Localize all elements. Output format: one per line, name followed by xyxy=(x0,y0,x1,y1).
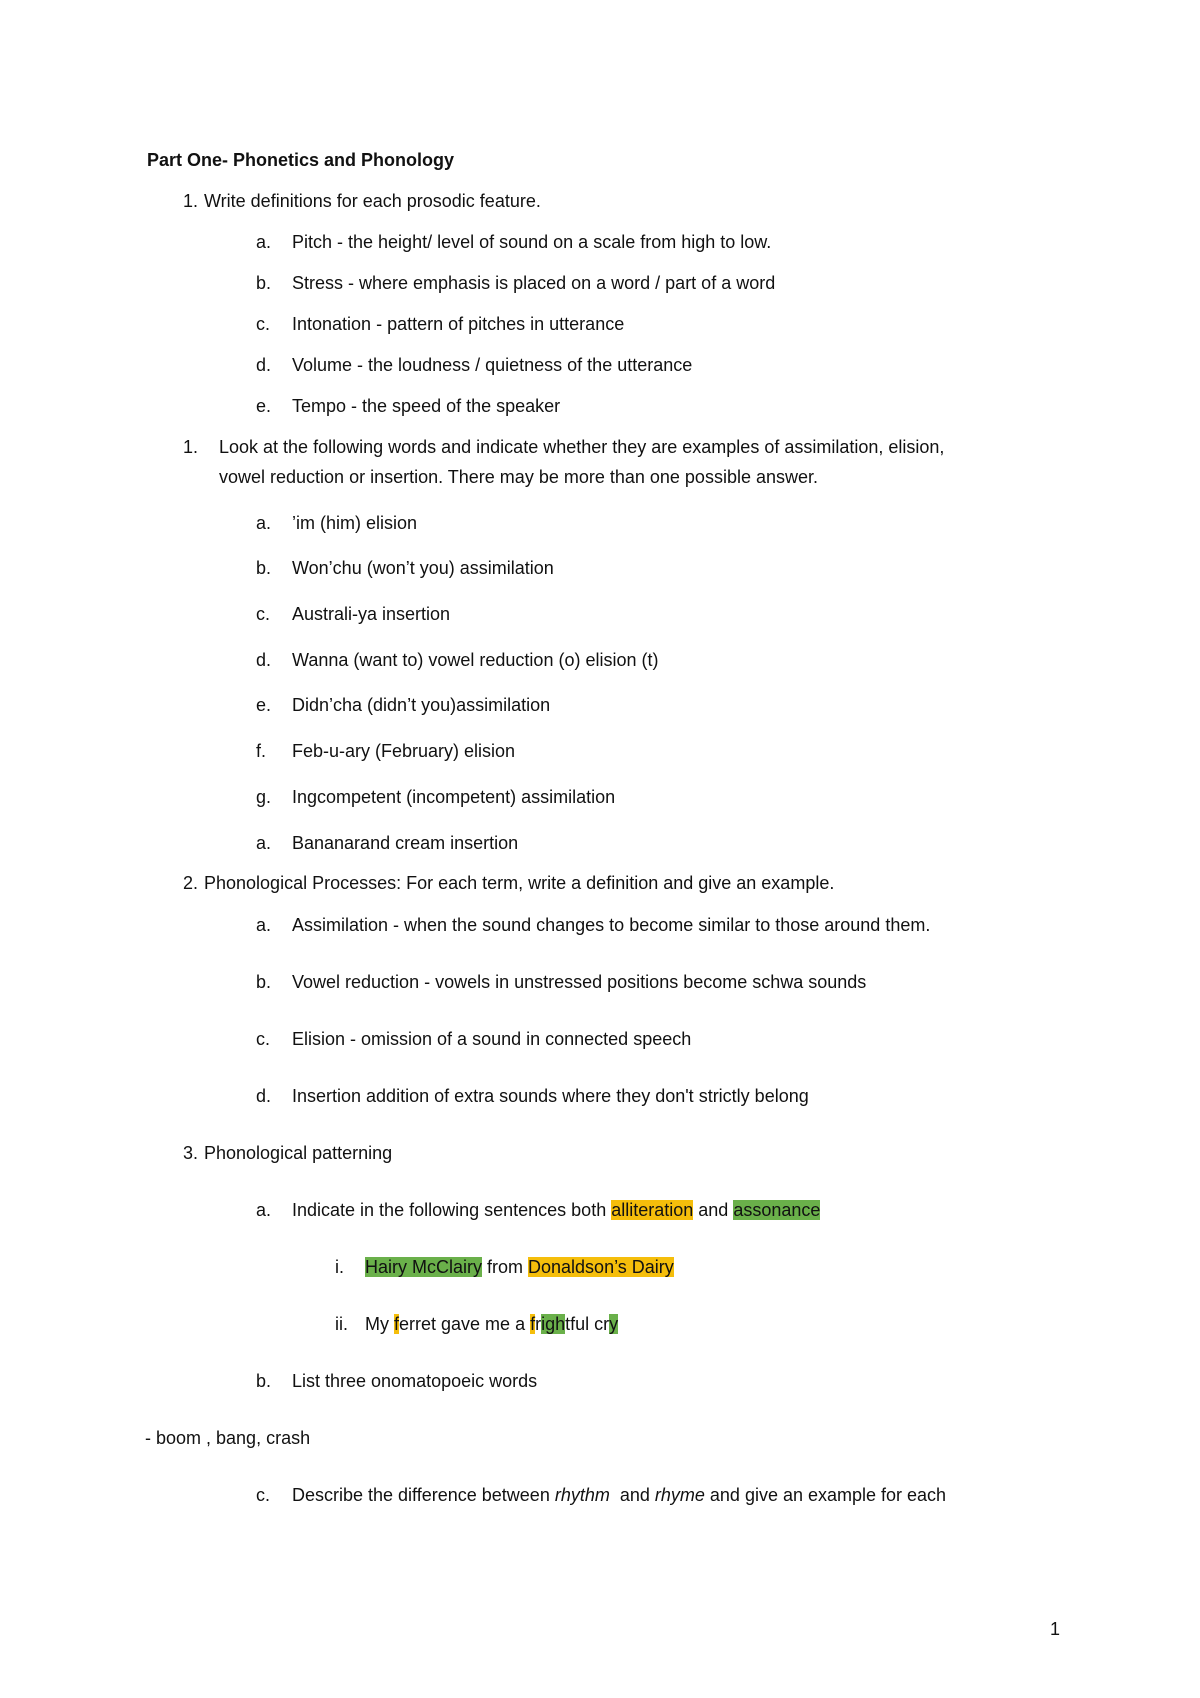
q1b-item-text: Bananarand cream insertion xyxy=(292,833,519,853)
q3c-line xyxy=(292,1483,946,1507)
page-title: Part One- Phonetics and Phonology xyxy=(147,150,455,170)
q3a-text: Indicate in the following sentences both xyxy=(292,1200,612,1220)
q1-item-text: Intonation - pattern of pitches in utterance xyxy=(292,314,625,334)
q1b-item-marker: c. xyxy=(256,604,271,624)
q3c-text: Describe the difference between xyxy=(292,1485,555,1505)
q1-item-marker: c. xyxy=(256,314,271,334)
q1b-item-text: Didn’cha (didn’t you)assimilation xyxy=(292,695,551,715)
q3-ii-text: My xyxy=(365,1314,394,1334)
q2-item-text: Insertion addition of extra sounds where they don't strictly belong xyxy=(292,1086,809,1106)
q1b-text-line1: Look at the following words and indicate whether they are examples of assimilation, elision, xyxy=(219,437,945,457)
q3c-marker: c. xyxy=(256,1485,271,1505)
q3-i-marker: i. xyxy=(335,1257,344,1277)
q3a-marker: a. xyxy=(256,1200,272,1220)
q1b-item-marker: a. xyxy=(256,833,272,853)
q3-i-from: from xyxy=(482,1257,529,1277)
q1-item-marker: a. xyxy=(256,232,272,252)
rhyme-term: rhyme xyxy=(654,1485,705,1505)
q1-text: Write definitions for each prosodic feature. xyxy=(204,191,541,211)
q1b-item-marker: a. xyxy=(256,513,272,533)
q1b-item-text: Ingcompetent (incompetent) assimilation xyxy=(292,787,616,807)
q1-item-marker: d. xyxy=(256,355,272,375)
y-highlight: y xyxy=(609,1314,619,1334)
q1b-item-text: Feb-u-ary (February) elision xyxy=(292,741,516,761)
q1b-item-marker: d. xyxy=(256,650,272,670)
f-highlight: f xyxy=(394,1314,400,1334)
q2-item-marker: c. xyxy=(256,1029,271,1049)
page-number: 1 xyxy=(1050,1619,1061,1639)
q2-item-text: Vowel reduction - vowels in unstressed positions become schwa sounds xyxy=(292,972,867,992)
q2-item-text: Assimilation - when the sound changes to become similar to those around them. xyxy=(292,915,931,935)
hairy-mcclairy-highlight: Hairy McClairy xyxy=(365,1257,482,1277)
q3-text: Phonological patterning xyxy=(204,1143,393,1163)
q1-item-marker: e. xyxy=(256,396,272,416)
q1-number: 1. xyxy=(183,191,199,211)
q1-item-text: Pitch - the height/ level of sound on a scale from high to low. xyxy=(292,232,772,252)
f-highlight: f xyxy=(530,1314,536,1334)
q1-item-text: Volume - the loudness / quietness of the utterance xyxy=(292,355,693,375)
onomatopoeia-answer: - boom , bang, crash xyxy=(145,1428,311,1448)
q3c-text: and give an example for each xyxy=(704,1485,947,1505)
q3b-marker: b. xyxy=(256,1371,272,1391)
q2-item-marker: b. xyxy=(256,972,272,992)
donaldsons-dairy-highlight: Donaldson’s Dairy xyxy=(528,1257,674,1277)
q3-number: 3. xyxy=(183,1143,199,1163)
q3-ii-text: erret gave me a xyxy=(399,1314,531,1334)
q3c-text: and xyxy=(609,1485,655,1505)
q1b-text-line2: vowel reduction or insertion. There may be more than one possible answer. xyxy=(219,467,818,487)
igh-highlight: igh xyxy=(541,1314,566,1334)
q1b-item-text: ’im (him) elision xyxy=(292,513,418,533)
q3-ii-marker: ii. xyxy=(335,1314,348,1334)
q1b-item-text: Won’chu (won’t you) assimilation xyxy=(292,558,554,578)
q2-item-marker: a. xyxy=(256,915,272,935)
q1-item-text: Stress - where emphasis is placed on a word / part of a word xyxy=(292,273,776,293)
q3-ii-text: tful cr xyxy=(565,1314,610,1334)
q3b-text: List three onomatopoeic words xyxy=(292,1371,538,1391)
q2-number: 2. xyxy=(183,873,199,893)
q1-item-marker: b. xyxy=(256,273,272,293)
q1b-item-marker: b. xyxy=(256,558,272,578)
q3-i-line xyxy=(365,1255,674,1279)
assonance-highlight: assonance xyxy=(733,1200,821,1220)
q3a-line xyxy=(292,1198,820,1222)
q2-item-text: Elision - omission of a sound in connected speech xyxy=(292,1029,692,1049)
q1b-item-marker: f. xyxy=(256,741,267,761)
q2-item-marker: d. xyxy=(256,1086,272,1106)
q2-text: Phonological Processes: For each term, write a definition and give an example. xyxy=(204,873,835,893)
q3-ii-line xyxy=(365,1312,618,1336)
q1b-item-marker: g. xyxy=(256,787,272,807)
q1b-item-text: Australi-ya insertion xyxy=(292,604,451,624)
q1-item-text: Tempo - the speed of the speaker xyxy=(292,396,561,416)
alliteration-highlight: alliteration xyxy=(611,1200,694,1220)
q3-ii-text: r xyxy=(535,1314,542,1334)
q1b-item-marker: e. xyxy=(256,695,272,715)
q3a-and: and xyxy=(693,1200,734,1220)
rhythm-term: rhythm xyxy=(554,1485,610,1505)
q1b-item-text: Wanna (want to) vowel reduction (o) elision (t) xyxy=(292,650,659,670)
q1b-number: 1. xyxy=(183,437,199,457)
